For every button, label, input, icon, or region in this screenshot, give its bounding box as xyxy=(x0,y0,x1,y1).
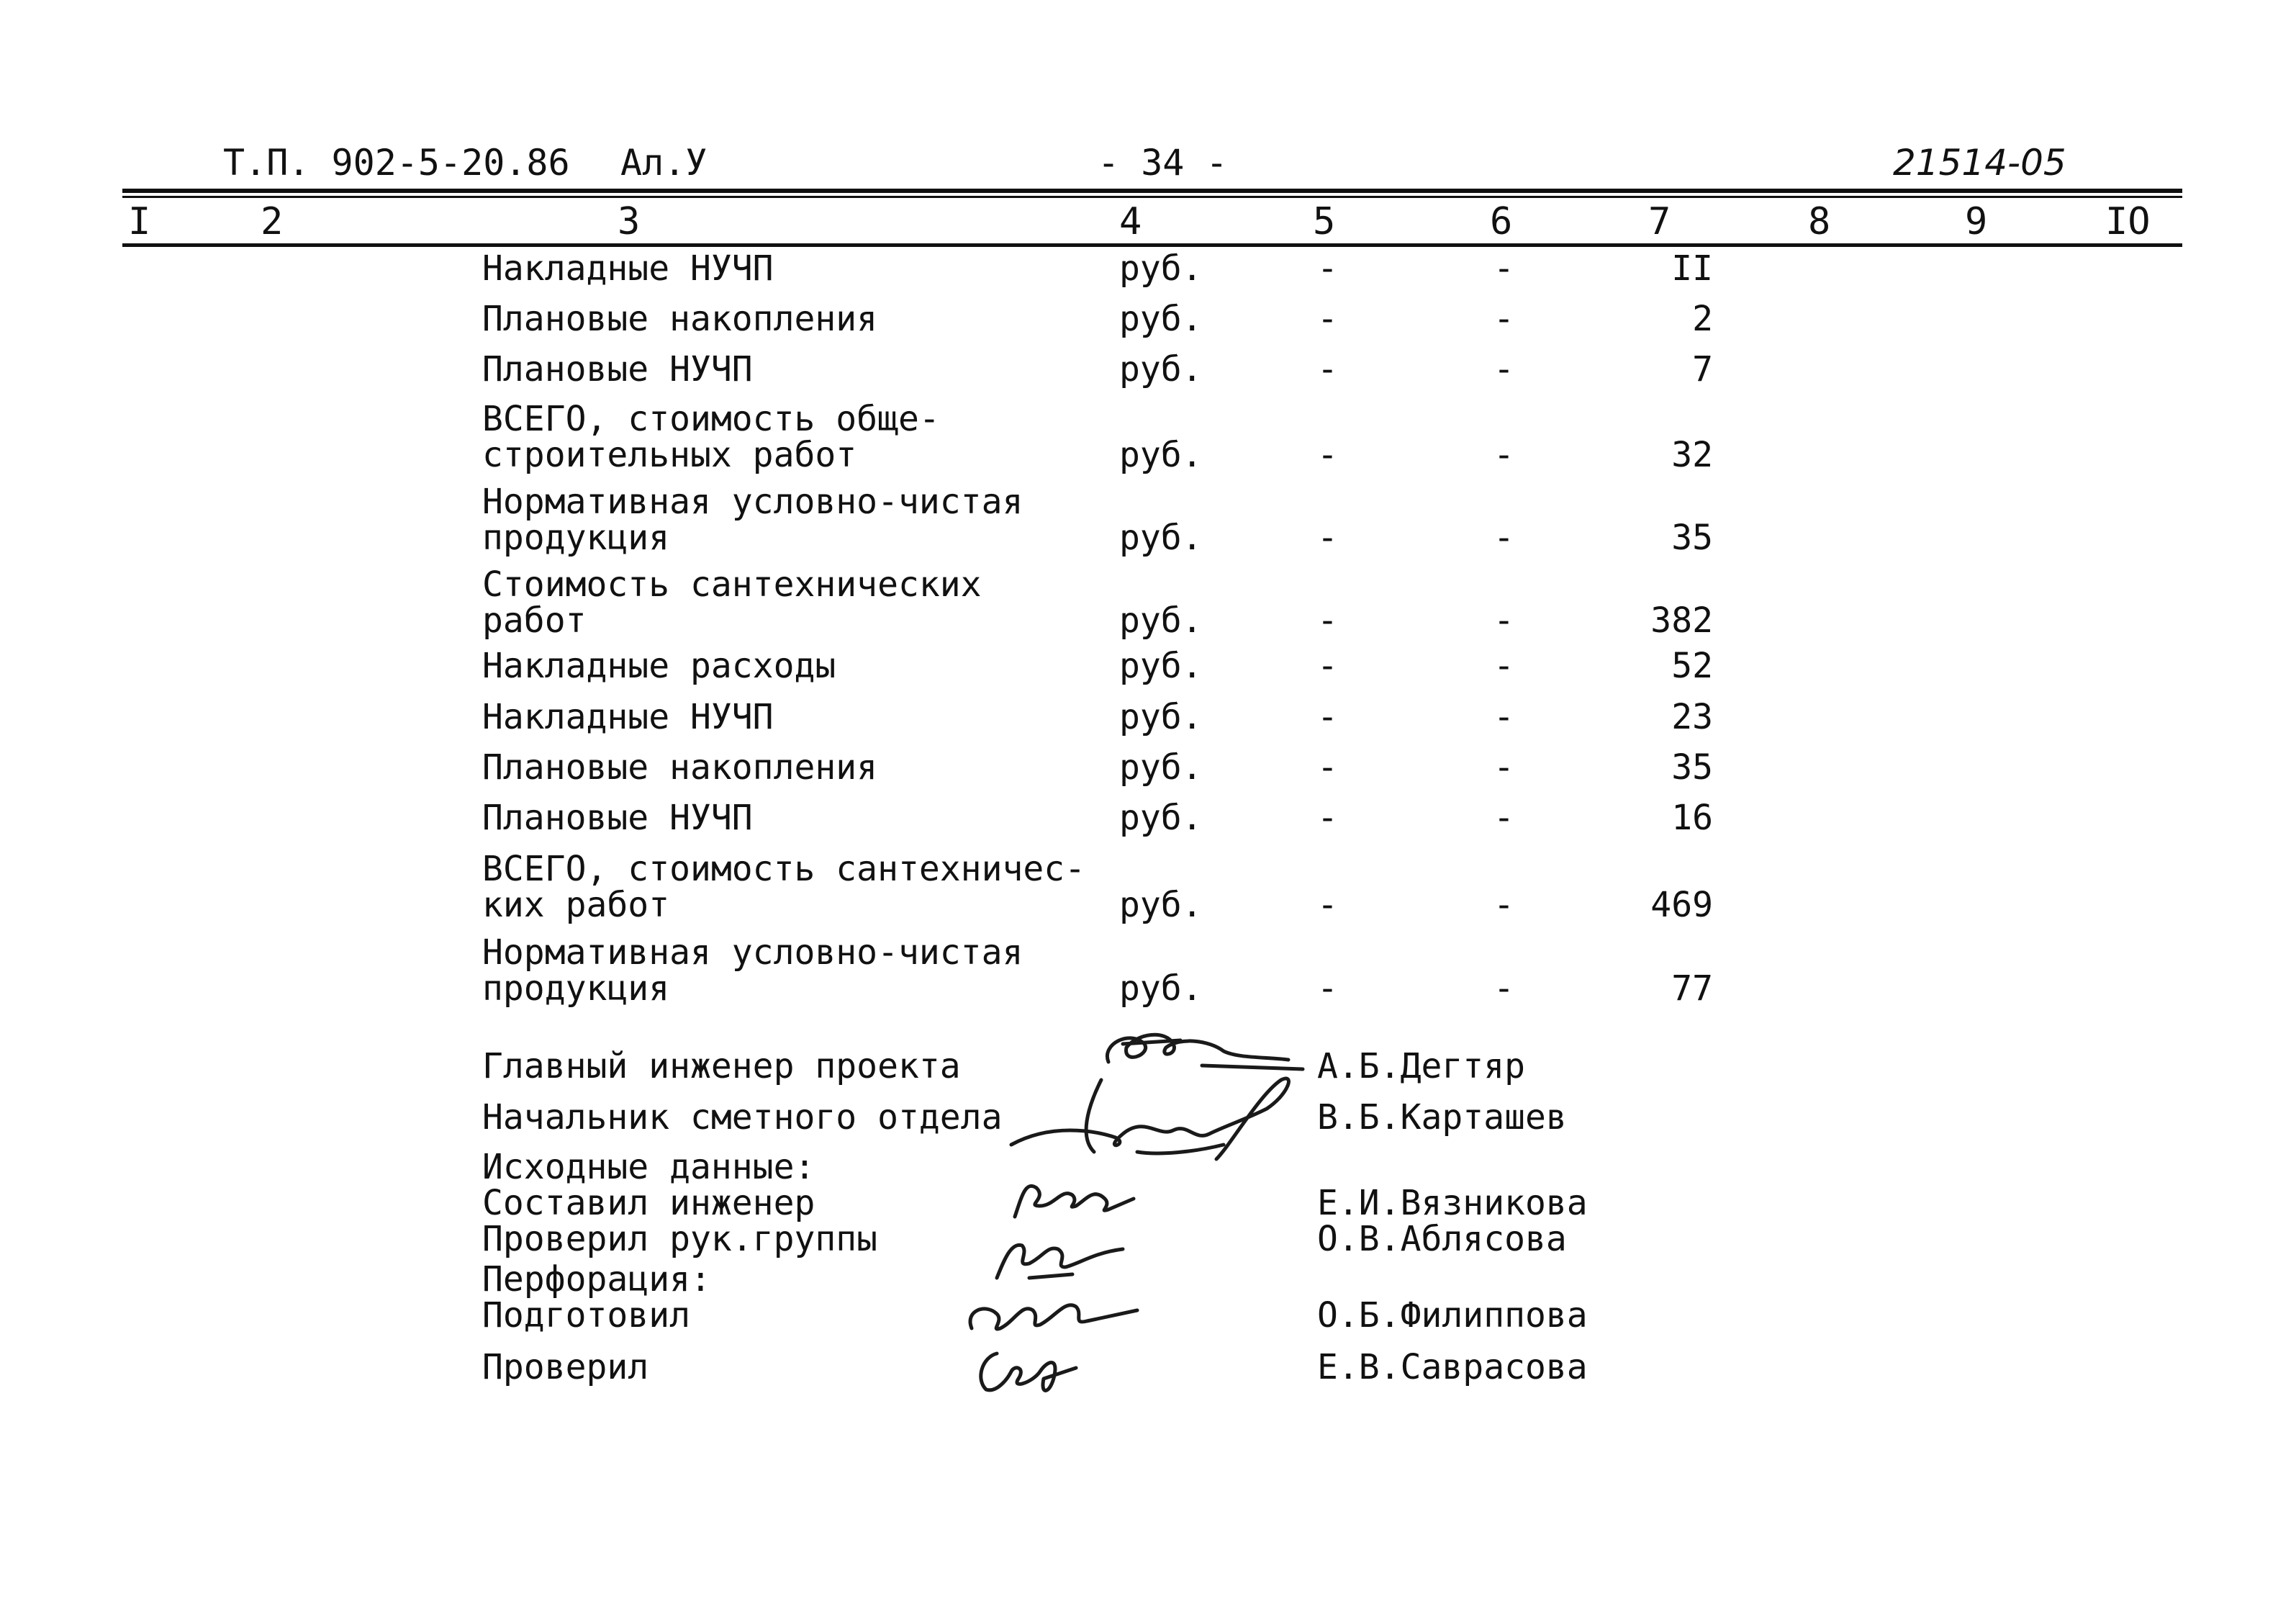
signature-savrasova xyxy=(968,1336,1126,1400)
table-row xyxy=(0,699,2296,735)
row-value: 35 xyxy=(1671,747,1713,788)
column-number-2: 2 xyxy=(261,200,284,243)
row-col6: - xyxy=(1493,747,1514,788)
row-col5: - xyxy=(1317,248,1338,289)
row-col6: - xyxy=(1493,798,1514,838)
table-row xyxy=(0,484,2296,556)
row-label: Стоимость сантехнических работ xyxy=(482,564,982,641)
table-row xyxy=(0,301,2296,337)
table-row xyxy=(0,851,2296,923)
row-value: 52 xyxy=(1671,646,1713,686)
column-number-9: 9 xyxy=(1965,200,1988,243)
row-value: 16 xyxy=(1671,798,1713,838)
row-col5: - xyxy=(1317,747,1338,788)
row-label: Накладные НУЧП xyxy=(482,248,774,289)
column-number-7: 7 xyxy=(1648,200,1671,243)
signature-row xyxy=(0,1259,2296,1336)
header-rule-top-thin xyxy=(122,196,2182,198)
row-col5: - xyxy=(1317,697,1338,737)
row-col5: - xyxy=(1317,349,1338,389)
signatory-name: О.Б.Филиппова xyxy=(1317,1295,1588,1336)
signatory-role: Перфорация: Подготовил xyxy=(482,1259,711,1336)
row-label: Плановые НУЧП xyxy=(482,349,753,389)
row-unit: руб. xyxy=(1119,798,1203,838)
row-unit: руб. xyxy=(1119,349,1203,389)
row-value: 35 xyxy=(1671,518,1713,558)
column-number-3: 3 xyxy=(618,200,641,243)
row-col5: - xyxy=(1317,600,1338,641)
signatory-name: Е.И.Вязникова О.В.Аблясова xyxy=(1317,1183,1588,1259)
row-label: ВСЕГО, стоимость обще- строительных работ xyxy=(482,399,940,475)
signatory-role: Исходные данные: Составил инженер Проверил рук.группы xyxy=(482,1147,878,1259)
row-unit: руб. xyxy=(1119,435,1203,475)
row-col5: - xyxy=(1317,798,1338,838)
signature-kartashev xyxy=(1008,1066,1310,1174)
table-row xyxy=(0,932,2296,1009)
signature-vyaznikova xyxy=(1004,1166,1141,1231)
table-row xyxy=(0,351,2296,387)
signatory-name: А.Б.Дегтяр xyxy=(1317,1046,1525,1086)
row-value: 77 xyxy=(1671,968,1713,1009)
row-col5: - xyxy=(1317,299,1338,339)
signatory-role: Проверил xyxy=(482,1347,649,1387)
row-label: Нормативная условно-чистая продукция xyxy=(482,932,1023,1009)
row-value: II xyxy=(1671,248,1713,289)
table-row xyxy=(0,800,2296,836)
row-col6: - xyxy=(1493,885,1514,925)
row-col5: - xyxy=(1317,518,1338,558)
row-label: Плановые накопления xyxy=(482,299,878,339)
column-number-8: 8 xyxy=(1808,200,1831,243)
signatory-role: Главный инженер проекта xyxy=(482,1046,961,1086)
column-number-6: 6 xyxy=(1490,200,1513,243)
row-col5: - xyxy=(1317,435,1338,475)
row-col6: - xyxy=(1493,968,1514,1009)
row-label: Накладные НУЧП xyxy=(482,697,774,737)
header-rule-top xyxy=(122,189,2182,193)
row-label: Плановые НУЧП xyxy=(482,798,753,838)
row-col5: - xyxy=(1317,646,1338,686)
row-value: 469 xyxy=(1650,885,1713,925)
row-label: Нормативная условно-чистая продукция xyxy=(482,482,1023,558)
row-unit: руб. xyxy=(1119,646,1203,686)
row-unit: руб. xyxy=(1119,885,1203,925)
row-unit: руб. xyxy=(1119,518,1203,558)
row-col5: - xyxy=(1317,885,1338,925)
row-col6: - xyxy=(1493,518,1514,558)
row-unit: руб. xyxy=(1119,968,1203,1009)
row-col6: - xyxy=(1493,349,1514,389)
column-number-5: 5 xyxy=(1313,200,1336,243)
table-row xyxy=(0,648,2296,684)
signature-row xyxy=(0,1349,2296,1385)
column-number-10: IO xyxy=(2105,200,2151,243)
row-label: ВСЕГО, стоимость сантехничес- ких работ xyxy=(482,849,1086,925)
signature-filippova xyxy=(957,1278,1144,1343)
table-row xyxy=(0,248,2296,289)
row-unit: руб. xyxy=(1119,697,1203,737)
row-unit: руб. xyxy=(1119,600,1203,641)
row-value: 32 xyxy=(1671,435,1713,475)
row-unit: руб. xyxy=(1119,299,1203,339)
signatory-name: В.Б.Карташев xyxy=(1317,1097,1567,1138)
signatory-role: Начальник сметного отдела xyxy=(482,1097,1003,1138)
row-col6: - xyxy=(1493,697,1514,737)
column-number-4: 4 xyxy=(1119,200,1142,243)
table-row xyxy=(0,401,2296,473)
document-code: Т.П. 902-5-20.86 xyxy=(223,142,570,184)
row-col6: - xyxy=(1493,435,1514,475)
row-col6: - xyxy=(1493,248,1514,289)
column-number-1: I xyxy=(128,200,151,243)
row-unit: руб. xyxy=(1119,747,1203,788)
row-value: 7 xyxy=(1692,349,1713,389)
row-label: Накладные расходы xyxy=(482,646,836,686)
row-value: 23 xyxy=(1671,697,1713,737)
table-row xyxy=(0,747,2296,788)
row-col6: - xyxy=(1493,299,1514,339)
row-col6: - xyxy=(1493,646,1514,686)
row-col6: - xyxy=(1493,600,1514,641)
album-number: Ал.У xyxy=(620,142,708,184)
signatory-name: Е.В.Саврасова xyxy=(1317,1347,1588,1387)
row-value: 382 xyxy=(1650,600,1713,641)
inventory-number: 21514-05 xyxy=(1893,142,2066,184)
row-label: Плановые накопления xyxy=(482,747,878,788)
table-row xyxy=(0,564,2296,641)
header-rule-bottom xyxy=(122,243,2182,247)
row-col5: - xyxy=(1317,968,1338,1009)
page-number: - 34 - xyxy=(1098,142,1228,184)
row-value: 2 xyxy=(1692,299,1713,339)
row-unit: руб. xyxy=(1119,248,1203,289)
